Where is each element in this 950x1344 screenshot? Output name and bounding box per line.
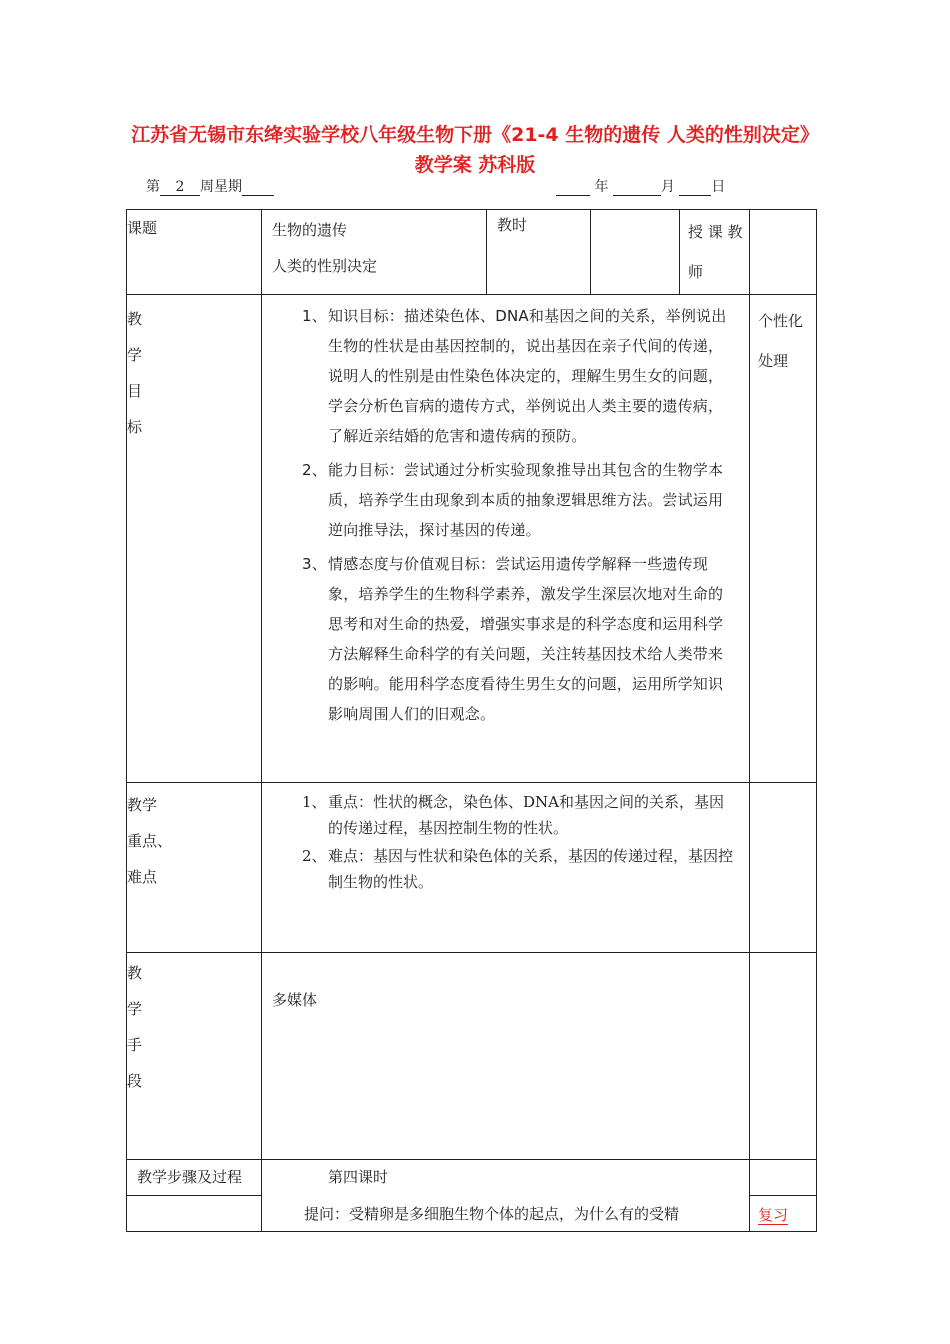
weekday-blank bbox=[242, 179, 274, 196]
personal-label bbox=[750, 295, 817, 783]
day-blank bbox=[679, 179, 711, 196]
personal-label-line-1: 个性化 bbox=[758, 312, 804, 330]
goal-item bbox=[262, 301, 735, 451]
means-row bbox=[127, 953, 817, 1160]
year-blank bbox=[556, 179, 590, 196]
question-label-cell bbox=[127, 1196, 262, 1232]
week-number: 2 bbox=[160, 179, 200, 196]
goals-label-char-3: 目 bbox=[127, 382, 143, 400]
means-label bbox=[127, 953, 262, 1160]
month-blank bbox=[613, 179, 661, 196]
goal-number: 2、 bbox=[302, 461, 327, 479]
keys-personal bbox=[750, 783, 817, 953]
key-item bbox=[262, 789, 735, 841]
teacher-label bbox=[680, 210, 750, 295]
means-label-char-4: 段 bbox=[127, 1072, 143, 1090]
goals-label-char-2: 学 bbox=[127, 346, 143, 364]
day-label: 日 bbox=[711, 179, 726, 195]
question-cell bbox=[262, 1196, 750, 1232]
keys-label-line-1: 教学 bbox=[127, 796, 158, 814]
goals-cell bbox=[262, 295, 750, 783]
keys-list bbox=[262, 789, 735, 895]
question-row bbox=[127, 1196, 817, 1232]
goal-number: 1、 bbox=[302, 307, 327, 325]
topic-label: 课题 bbox=[127, 210, 262, 295]
steps-personal bbox=[750, 1160, 817, 1196]
keys-label-line-3: 难点 bbox=[127, 868, 158, 886]
goals-list bbox=[262, 301, 735, 729]
review-note: 复习 bbox=[758, 1206, 789, 1224]
keys-label bbox=[127, 783, 262, 953]
steps-row bbox=[127, 1160, 817, 1196]
dateline-week bbox=[146, 176, 274, 196]
goal-number: 3、 bbox=[302, 555, 327, 573]
week-prefix: 第 bbox=[146, 179, 160, 195]
year-label: 年 bbox=[594, 179, 609, 195]
topic-cell bbox=[262, 210, 487, 295]
means-label-char-1: 教 bbox=[127, 964, 143, 982]
week-suffix: 周星期 bbox=[200, 179, 242, 195]
hours-value bbox=[591, 210, 680, 295]
key-text: 重点：性状的概念，染色体、DNA和基因之间的关系，基因的传递过程，基因控制生物的性状。 bbox=[328, 793, 724, 837]
key-text: 难点：基因与性状和染色体的关系，基因的传递过程，基因控制生物的性状。 bbox=[328, 847, 734, 891]
key-item bbox=[262, 843, 735, 895]
means-cell bbox=[262, 953, 750, 1160]
month-label: 月 bbox=[660, 179, 675, 195]
review-cell bbox=[750, 1196, 817, 1232]
topic-line-2: 人类的性别决定 bbox=[272, 257, 378, 275]
document-title: 江苏省无锡市东绛实验学校八年级生物下册《21-4 生物的遗传 人类的性别决定》教学案 苏科版 bbox=[131, 124, 819, 176]
means-label-char-3: 手 bbox=[127, 1036, 143, 1054]
keys-cell bbox=[262, 783, 750, 953]
question-text: 提问：受精卵是多细胞生物个体的起点，为什么有的受精 bbox=[304, 1204, 680, 1223]
goals-label-char-4: 标 bbox=[127, 418, 143, 436]
keys-row bbox=[127, 783, 817, 953]
topic-row bbox=[127, 210, 817, 295]
key-number: 1、 bbox=[302, 793, 327, 811]
teacher-label-line-1: 授 课 教 bbox=[688, 223, 743, 241]
goal-text: 能力目标：尝试通过分析实验现象推导出其包含的生物学本质，培养学生由现象到本质的抽象逻辑思维方法。尝试运用逆向推导法，探讨基因的传递。 bbox=[328, 461, 724, 539]
goals-row bbox=[127, 295, 817, 783]
dateline-date bbox=[556, 176, 725, 196]
means-value: 多媒体 bbox=[272, 991, 318, 1009]
hours-label: 教时 bbox=[487, 210, 591, 295]
means-personal bbox=[750, 953, 817, 1160]
steps-label: 教学步骤及过程 bbox=[127, 1160, 262, 1196]
lesson-plan-table bbox=[126, 209, 817, 1232]
goal-item bbox=[262, 549, 735, 729]
lesson-number: 第四课时 bbox=[262, 1160, 750, 1196]
teacher-label-line-2: 师 bbox=[688, 263, 704, 281]
goal-text: 知识目标：描述染色体、DNA和基因之间的关系，举例说出生物的性状是由基因控制的，说出基因在亲子代间的传递，说明人的性别是由性染色体决定的，理解生男生女的问题，学会分析色盲病的遗传方式，举例说出人类主要的遗传病，了解近亲结婚的危害和遗传病的预防。 bbox=[328, 307, 727, 445]
goal-item bbox=[262, 455, 735, 545]
teacher-value bbox=[750, 210, 817, 295]
key-number: 2、 bbox=[302, 847, 327, 865]
means-label-char-2: 学 bbox=[127, 1000, 143, 1018]
keys-label-line-2: 重点、 bbox=[127, 832, 173, 850]
goals-label-char-1: 教 bbox=[127, 310, 143, 328]
personal-label-line-2: 处理 bbox=[758, 352, 789, 370]
goals-label bbox=[127, 295, 262, 783]
goal-text: 情感态度与价值观目标：尝试运用遗传学解释一些遗传现象，培养学生的生物科学素养，激发学生深层次地对生命的思考和对生命的热爱，增强实事求是的科学态度和运用科学方法解释生命科学的有关问题，关注转基因技术给人类带来的影响。能用科学态度看待生男生女的问题，运用所学知识影响周围人们的旧观念。 bbox=[328, 555, 724, 723]
topic-line-1: 生物的遗传 bbox=[272, 221, 348, 239]
